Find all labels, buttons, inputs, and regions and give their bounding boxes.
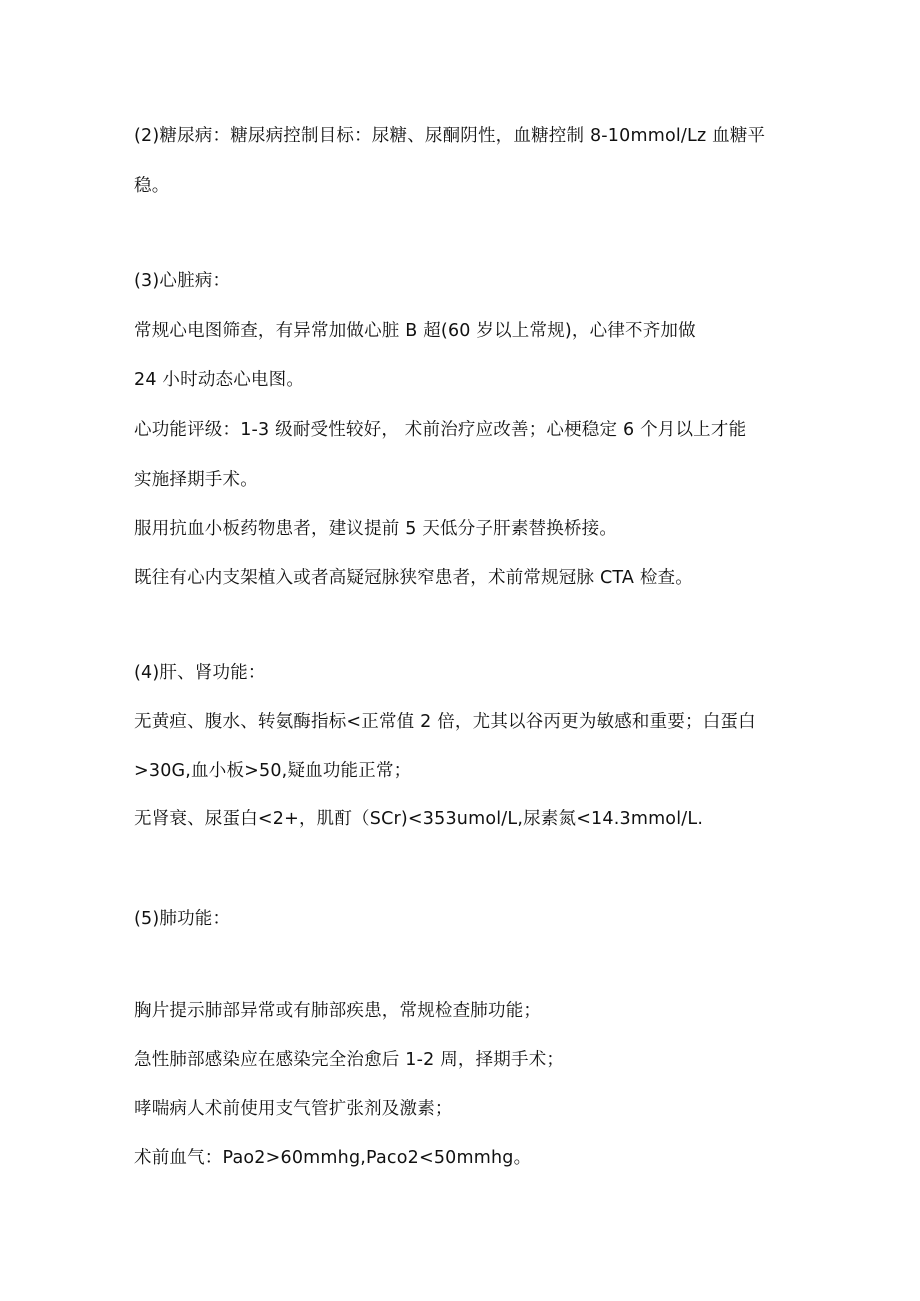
- lung-line-3: 哮喘病人术前使用支气管扩张剂及激素；: [134, 1099, 453, 1119]
- heart-line-2: 24 小时动态心电图。: [134, 370, 305, 390]
- liver-kidney-heading: (4)肝、肾功能：: [134, 663, 266, 683]
- heart-line-6: 既往有心内支架植入或者高疑冠脉狭窄患者，术前常规冠脉 CTA 检查。: [134, 568, 693, 588]
- liver-kidney-line-3: 无肾衰、尿蛋白<2+，肌酊（SCr)<353umol/L,尿素氮<14.3mmol/L.: [134, 809, 704, 829]
- heart-line-5: 服用抗血小板药物患者，建议提前 5 天低分子肝素替换桥接。: [134, 519, 618, 539]
- lung-line-4: 术前血气：Pao2>60mmhg,Paco2<50mmhg。: [134, 1148, 532, 1168]
- liver-kidney-line-1: 无黄疸、腹水、转氨酶指标<正常值 2 倍，尤其以谷丙更为敏感和重要；白蛋白: [134, 712, 756, 732]
- heart-line-4: 实施择期手术。: [134, 470, 258, 490]
- heart-line-1: 常规心电图筛查，有异常加做心脏 B 超(60 岁以上常规)，心律不齐加做: [134, 321, 696, 341]
- lung-line-2: 急性肺部感染应在感染完全治愈后 1-2 周，择期手术；: [134, 1050, 565, 1070]
- heart-line-3: 心功能评级：1-3 级耐受性较好， 术前治疗应改善；心梗稳定 6 个月以上才能: [134, 420, 747, 440]
- liver-kidney-line-2: >30G,血小板>50,疑血功能正常；: [134, 761, 412, 781]
- lung-heading: (5)肺功能：: [134, 909, 231, 929]
- lung-line-1: 胸片提示肺部异常或有肺部疾患，常规检查肺功能；: [134, 1001, 542, 1021]
- diabetes-heading-cont: 稳。: [134, 176, 170, 196]
- heart-heading: (3)心脏病：: [134, 271, 231, 291]
- diabetes-heading: (2)糖尿病：糖尿病控制目标：尿糖、尿酮阴性，血糖控制 8-10mmol/Lz 血糖平: [134, 126, 766, 146]
